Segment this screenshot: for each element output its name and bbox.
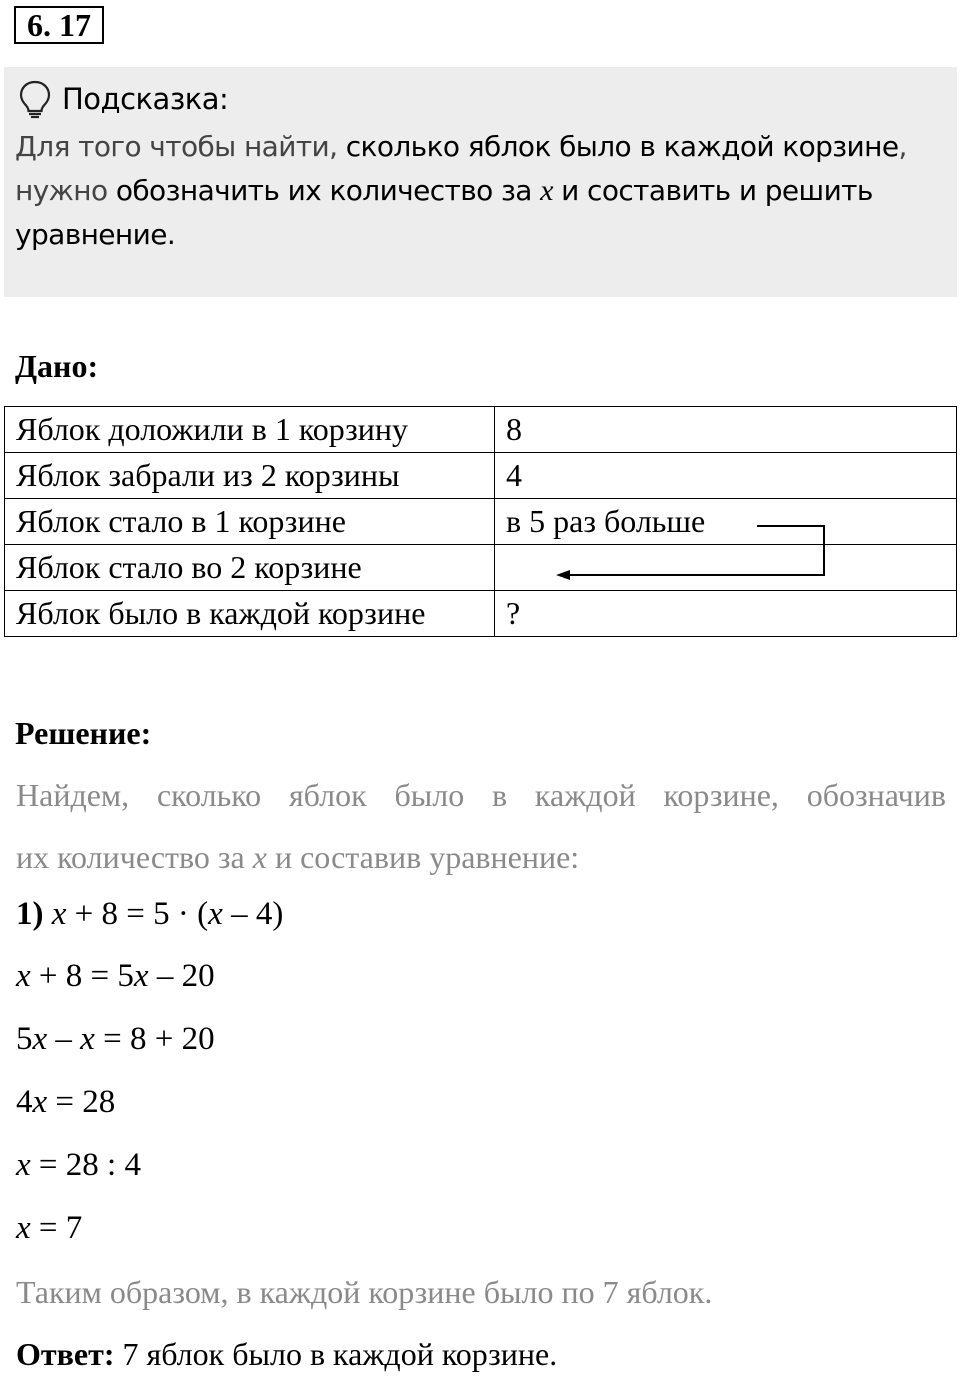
equation-2: x + 8 = 5x – 20 (16, 958, 215, 994)
equation-4: 4x = 28 (16, 1084, 116, 1120)
table-row (5, 499, 957, 545)
hint-title-row (18, 79, 228, 119)
conclusion: Таким образом, в каждой корзине было по 7 яблок. (16, 1274, 713, 1310)
lightbulb-icon (18, 79, 52, 119)
table-row (5, 545, 957, 591)
row-value: 8 (495, 407, 957, 453)
row-label: Яблок стало в 1 корзине (5, 499, 495, 545)
row-label: Яблок доложили в 1 корзину (5, 407, 495, 453)
row-value: ? (495, 591, 957, 637)
equation-3: 5x – x = 8 + 20 (16, 1021, 215, 1057)
row-label: Яблок забрали из 2 корзины (5, 453, 495, 499)
table-row (5, 407, 957, 453)
solution-heading: Решение: (15, 715, 152, 751)
given-heading: Дано: (15, 348, 99, 384)
hint-box (4, 67, 957, 297)
row-value (495, 545, 957, 591)
hint-title: Подсказка: (62, 82, 229, 116)
table-row (5, 453, 957, 499)
answer: Ответ: 7 яблок было в каждой корзине. (16, 1336, 558, 1372)
hint-text: Для того чтобы найти, сколько яблок было в каждой корзине, нужно обозначить их количество за x и составить и решить уравнение. (15, 130, 907, 251)
row-value: 4 (495, 453, 957, 499)
row-label: Яблок стало во 2 корзине (5, 545, 495, 591)
problem-number: 6. 17 (14, 6, 104, 44)
row-label: Яблок было в каждой корзине (5, 591, 495, 637)
equation-1: 1) x + 8 = 5 · (x – 4) (16, 896, 284, 932)
solution-intro-line-2: их количество за x и составив уравнение: (16, 839, 580, 875)
solution-intro-line-1: Найдем, сколько яблок было в каждой корзине, обозначив (16, 777, 946, 813)
equation-6: x = 7 (16, 1210, 83, 1246)
row-value: в 5 раз больше (495, 499, 957, 545)
table-row (5, 591, 957, 637)
equation-5: x = 28 : 4 (16, 1147, 141, 1183)
given-table (4, 406, 957, 637)
